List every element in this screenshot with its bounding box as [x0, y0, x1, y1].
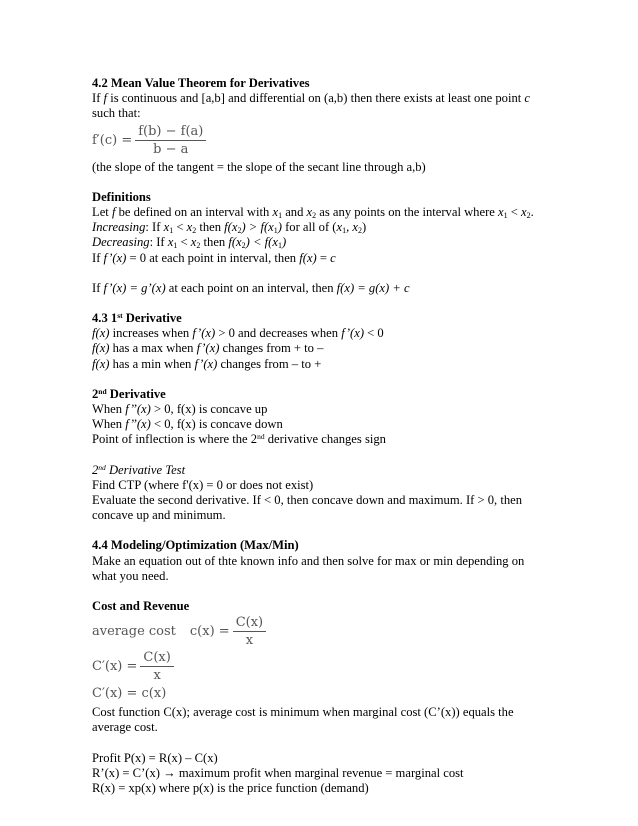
text: and — [282, 205, 307, 220]
text: , — [346, 220, 353, 235]
subscript: 2 — [312, 211, 317, 221]
revenue-line1 — [92, 766, 552, 781]
formula-lhs: c(x) = — [189, 623, 230, 639]
document-page — [92, 76, 552, 796]
text: x — [336, 220, 343, 235]
text: f’(x) — [103, 250, 127, 265]
optimization-line1: Make an equation out of thte known info and then solve for max or min depending on — [92, 553, 525, 568]
text: x — [521, 205, 527, 220]
text: < — [173, 220, 187, 235]
text: x — [306, 205, 313, 220]
text: changes from – to + — [217, 356, 322, 371]
text: ) — [281, 235, 287, 250]
text: then — [200, 235, 229, 250]
text: Derivative — [122, 311, 182, 326]
text: < — [507, 205, 521, 220]
text: Derivative — [106, 386, 166, 401]
text: = 0 at each point in interval, then — [126, 250, 300, 265]
subscript: 1 — [503, 211, 508, 221]
text: Decreasing — [92, 235, 150, 250]
section-title-optimization: 4.4 Modeling/Optimization (Max/Min) — [92, 538, 299, 553]
text: ) < f(x — [245, 235, 278, 250]
definition-constant — [92, 251, 552, 266]
text: x — [190, 235, 197, 250]
text: f(x) = g(x) + c — [336, 280, 410, 295]
text: Derivative Test — [105, 462, 186, 477]
marginal-cost-formula — [92, 648, 552, 684]
profit-line: Profit P(x) = R(x) – C(x) — [92, 750, 218, 765]
text: f(x) — [92, 341, 110, 356]
text: x — [167, 235, 174, 250]
text: f’(x) — [196, 341, 220, 356]
superscript: nd — [257, 432, 265, 442]
text: is continuous and [a,b] and differential on (a,b) then there exists at least one point — [107, 91, 525, 106]
cost-line1: Cost function C(x); average cost is minimum when marginal cost (C’(x)) equals the — [92, 705, 514, 720]
text: : If — [149, 235, 168, 250]
second-derivative-line3 — [92, 432, 552, 447]
subscript: 2 — [196, 241, 201, 251]
second-derivative-line1 — [92, 402, 552, 417]
text: f’(x) — [192, 326, 216, 341]
formula-fraction — [233, 615, 266, 648]
text: If — [92, 280, 104, 295]
cost-equality-formula: C′(x) = c(x) — [92, 686, 167, 702]
section-title-definitions: Definitions — [92, 189, 151, 204]
text: f(x) — [92, 326, 110, 341]
cost-line2: average cost. — [92, 720, 158, 735]
mvt-formula — [92, 122, 552, 160]
text: changes from + to – — [219, 341, 324, 356]
text: x — [498, 205, 504, 220]
formula-numerator: C(x) — [233, 615, 266, 632]
text: be defined on an interval with — [115, 205, 273, 220]
mvt-statement-line1 — [92, 91, 552, 106]
text: c — [524, 91, 530, 106]
formula-lhs: f′(c) = — [92, 133, 133, 148]
subscript: 2 — [192, 226, 197, 236]
text: f’(x) = g’(x) — [103, 280, 166, 295]
text: f(x) — [299, 250, 317, 265]
mvt-note: (the slope of the tangent = the slope of the secant line through a,b) — [92, 159, 426, 174]
section-title-second-derivative — [92, 387, 552, 402]
revenue-line2: R(x) = xp(x) where p(x) is the price function (demand) — [92, 781, 369, 796]
text: When — [92, 402, 126, 417]
second-derivative-test-line3: concave up and minimum. — [92, 508, 226, 523]
text: > 0 and decreases when — [215, 326, 342, 341]
subscript: 1 — [273, 226, 278, 236]
average-cost-label: average cost — [92, 623, 176, 639]
formula-denominator: x — [245, 632, 254, 648]
text: = — [316, 250, 331, 265]
text: f(x — [224, 220, 238, 235]
text: x — [272, 205, 279, 220]
text: When — [92, 417, 126, 432]
text: 2 — [92, 386, 99, 401]
subscript: 2 — [237, 226, 242, 236]
formula-denominator: b − a — [153, 142, 189, 158]
section-title-first-derivative — [92, 311, 552, 326]
definitions-line1 — [92, 205, 552, 220]
section-title-mvt: 4.2 Mean Value Theorem for Derivatives — [92, 76, 310, 90]
formula-fraction — [140, 650, 173, 683]
text: If — [92, 250, 104, 265]
second-derivative-test-title — [92, 463, 552, 478]
text: ) > f(x — [241, 220, 274, 235]
formula-denominator: x — [153, 667, 161, 683]
text: x — [352, 220, 358, 235]
text: : If — [145, 220, 164, 235]
text: then — [196, 220, 225, 235]
text: If — [92, 91, 104, 106]
text: has a max when — [109, 341, 197, 356]
subscript: 2 — [241, 241, 246, 251]
arrow-right-icon: → — [163, 765, 176, 780]
text: maximum profit when marginal revenue = marginal cost — [175, 765, 464, 780]
subscript: 2 — [526, 211, 531, 221]
text: x — [186, 220, 193, 235]
subscript: 1 — [173, 241, 178, 251]
text: at each point on an interval, then — [165, 280, 337, 295]
text: R’(x) = C’(x) — [92, 765, 164, 780]
second-derivative-test-line2: Evaluate the second derivative. If < 0, then concave down and maximum. If > 0, then — [92, 493, 523, 508]
subscript: 1 — [278, 211, 283, 221]
section-title-cost-revenue: Cost and Revenue — [92, 599, 190, 614]
text: f’(x) — [341, 326, 365, 341]
text: ) — [277, 220, 282, 235]
formula-lhs: C′(x) = — [92, 658, 138, 674]
formula-numerator: f(b) − f(a) — [135, 124, 206, 141]
text: 2 — [92, 462, 99, 477]
text: derivative changes sign — [264, 432, 386, 447]
superscript: nd — [98, 386, 107, 396]
text: as any points on the interval where — [316, 205, 498, 220]
text: increases when — [109, 326, 193, 341]
text: f’(x) — [194, 356, 218, 371]
average-cost-formula — [92, 614, 552, 648]
text: Point of inflection is where the 2 — [92, 432, 258, 447]
text: f(x) — [92, 356, 110, 371]
first-derivative-line1 — [92, 326, 552, 341]
text: Let — [92, 205, 112, 220]
text: Increasing — [92, 220, 146, 235]
text: 4.3 1 — [92, 311, 118, 326]
text: ) — [362, 220, 367, 235]
text: for all of ( — [281, 220, 337, 235]
superscript: nd — [98, 462, 106, 472]
text: f’’(x) — [125, 417, 151, 432]
first-derivative-line2 — [92, 341, 552, 356]
first-derivative-line3 — [92, 357, 552, 372]
text: f(x — [228, 235, 242, 250]
formula-numerator: C(x) — [140, 650, 173, 667]
text: c — [330, 250, 336, 265]
mvt-statement-line2: such that: — [92, 106, 141, 121]
definition-equal-derivatives — [92, 281, 552, 296]
definition-decreasing — [92, 235, 552, 250]
formula-fraction — [135, 124, 206, 157]
second-derivative-line2 — [92, 417, 552, 432]
subscript: 1 — [277, 241, 282, 251]
text: < 0 — [364, 326, 384, 341]
optimization-line2: what you need. — [92, 568, 169, 583]
text: f — [111, 205, 116, 220]
subscript: 1 — [169, 226, 174, 236]
subscript: 2 — [358, 226, 362, 236]
text: . — [530, 205, 534, 220]
text: f — [103, 91, 108, 106]
subscript: 1 — [342, 226, 347, 236]
definition-increasing — [92, 220, 552, 235]
text: x — [163, 220, 170, 235]
text: < — [177, 235, 191, 250]
second-derivative-test-line1: Find CTP (where f'(x) = 0 or does not exist) — [92, 477, 314, 492]
text: f’’(x) — [125, 402, 151, 417]
superscript: st — [117, 311, 123, 321]
text: < 0, f(x) is concave down — [150, 417, 283, 432]
text: > 0, f(x) is concave up — [150, 402, 268, 417]
text: has a min when — [109, 356, 195, 371]
